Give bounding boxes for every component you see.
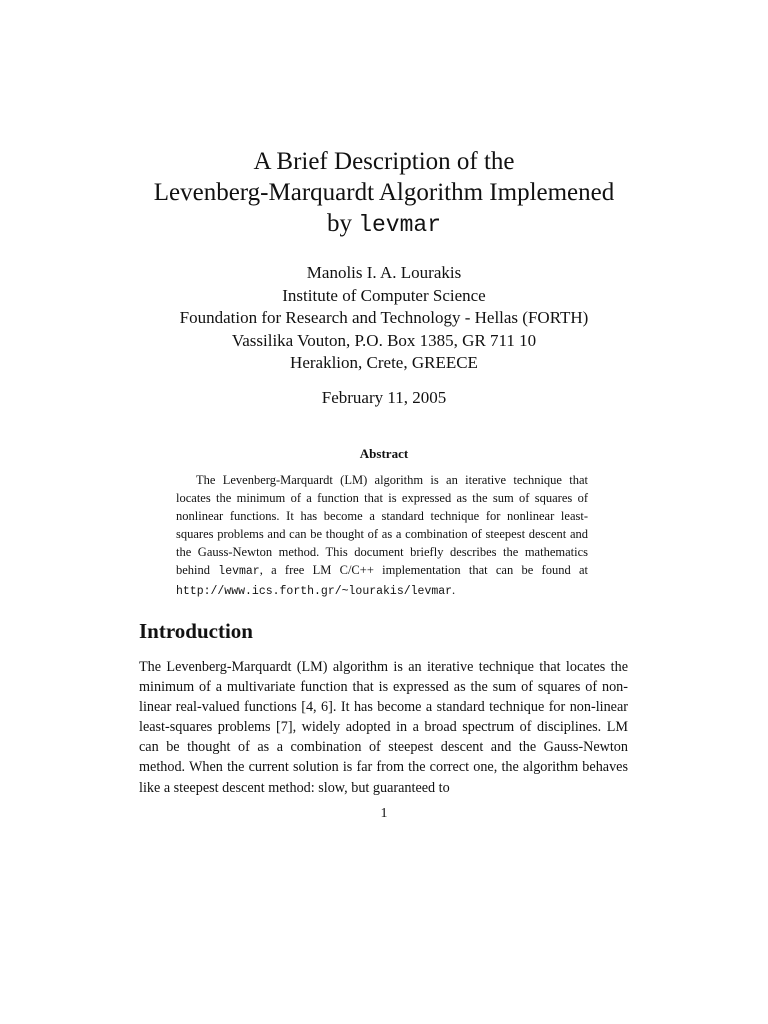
title-line-1: A Brief Description of the xyxy=(253,148,515,175)
title-line-2: Levenberg-Marquardt Algorithm Implemened xyxy=(153,179,615,206)
publication-date: February 11, 2005 xyxy=(321,388,447,407)
author-name: Manolis I. A. Lourakis xyxy=(306,263,462,282)
author-address: Vassilika Vouton, P.O. Box 1385, GR 711 10 xyxy=(231,330,537,350)
title-line-3 xyxy=(0,208,768,241)
abstract-text-part-2: , a free LM C/C++ implementation that can be found at xyxy=(259,563,588,577)
abstract-text-part-3: . xyxy=(452,583,456,597)
abstract-url: http://www.ics.forth.gr/~lourakis/levmar xyxy=(176,585,453,598)
abstract-heading: Abstract xyxy=(359,446,409,461)
title-code-levmar: levmar xyxy=(358,212,442,238)
author-block xyxy=(0,262,768,375)
title-line-3-prefix: by xyxy=(326,210,359,237)
abstract-text-part-1: The Levenberg-Marquardt (LM) algorithm is an iterative technique that locates the minimum of a function that is expressed as the sum of squares of nonlinear functions. It has become a standard technique for nonlinear least-squares problems and can be thought of as a combination of steepest descent and the Gauss-Newton method. This document briefly describes the mathematics behind xyxy=(176,473,588,577)
section-heading-introduction: Introduction xyxy=(139,619,253,643)
abstract-text xyxy=(176,471,588,601)
introduction-text: The Levenberg-Marquardt (LM) algorithm is an iterative technique that locates the minimum of a multivariate function that is expressed as the sum of squares of non-linear real-valued functions [4, 6]. It has become a standard technique for non-linear least-squares problems [7], widely adopted in a broad spectrum of disciplines. LM can be thought of as a combination of steepest descent and the Gauss-Newton method. When the current solution is far from the correct one, the algorithm behaves like a steepest descent method: slow, but guaranteed to xyxy=(139,659,628,796)
paper-title xyxy=(0,146,768,241)
author-foundation: Foundation for Research and Technology - Hellas (FORTH) xyxy=(179,308,589,327)
page-number: 1 xyxy=(380,806,388,821)
author-institute: Institute of Computer Science xyxy=(282,285,486,305)
abstract-code-levmar: levmar xyxy=(218,565,260,578)
author-city: Heraklion, Crete, GREECE xyxy=(290,353,478,372)
